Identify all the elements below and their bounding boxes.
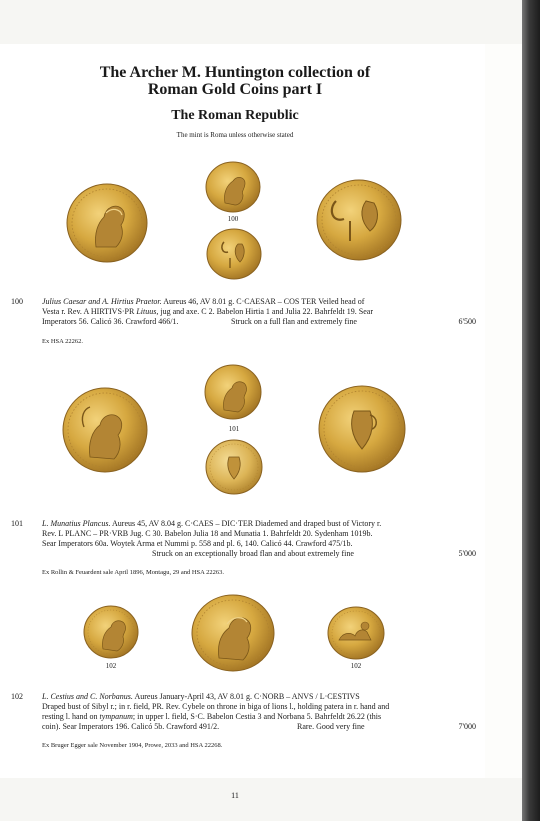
- lot-names: L. Cestius and C. Norbanus.: [42, 692, 133, 701]
- lot-text: resting l. hand on: [42, 712, 100, 721]
- lot-text-italic: tympanum: [99, 712, 133, 721]
- lot-text-italic: Lituus: [136, 307, 157, 316]
- lot-number-101: 101: [11, 519, 23, 528]
- lot-description-102: [42, 692, 482, 732]
- lot-text: , jug and axe. C 2. Babelon Hirtia 1 and Julia 22. Bahrfeldt 19. Sear: [156, 307, 373, 316]
- lot-text: Imperators 56. Calicó 36. Crawford 466/1.: [42, 317, 179, 326]
- lot-names: L. Munatius Plancus.: [42, 519, 111, 528]
- lot-price: 6'500: [458, 317, 476, 326]
- lot-names: Julius Caesar and A. Hirtius Praetor.: [42, 297, 162, 306]
- lot-price: 7'000: [458, 722, 476, 731]
- coin-cybele-biga-icon: [327, 606, 385, 660]
- coin-reverse-large-icon: [316, 179, 402, 261]
- top-margin: [0, 0, 522, 44]
- coin-obverse-veiled-head-icon: [66, 183, 148, 263]
- coin-victory-bust-icon: [62, 387, 148, 473]
- lot-description-100: [42, 297, 482, 327]
- lot-text: Vesta r. Rev. A HIRTIVS·PR: [42, 307, 137, 316]
- lot-provenance-102: Ex Bruger Egger sale November 1904, Prowe, 2033 and HSA 22268.: [42, 742, 223, 749]
- coin-label-102a: 102: [105, 662, 117, 670]
- coin-sibyl-bust-large-icon: [191, 594, 275, 672]
- coin-jug-icon: [205, 439, 263, 495]
- coin-jug-large-icon: [318, 385, 406, 473]
- page-number: 11: [231, 791, 239, 800]
- lot-condition: Struck on an exceptionally broad flan and about extremely fine: [152, 549, 354, 558]
- lot-number-102: 102: [11, 692, 23, 701]
- lot-text: Aureus 45, AV 8.04 g. C·CAES – DIC·TER Diademed and draped bust of Victory r.: [110, 519, 382, 528]
- coin-label-101: 101: [228, 425, 240, 433]
- lot-price: 5'000: [458, 549, 476, 558]
- lot-text: Aureus 46, AV 8.01 g. C·CAESAR – COS TER Veiled head of: [161, 297, 365, 306]
- lot-condition: Struck on a full flan and extremely fine: [231, 317, 357, 326]
- lot-description-101: [42, 519, 482, 559]
- lot-provenance-100: Ex HSA 22262.: [42, 338, 83, 345]
- coin-victory-bust-small-icon: [204, 364, 262, 420]
- mint-note: The mint is Roma unless otherwise stated: [176, 131, 294, 139]
- lot-text: Aureus January-April 43, AV 8.01 g. C·NORB – ANVS / L·CESTIVS: [132, 692, 360, 701]
- section-heading: The Roman Republic: [171, 108, 299, 123]
- lot-provenance-101: Ex Rollin & Feuardent sale April 1896, Montagu, 29 and HSA 22263.: [42, 569, 224, 576]
- lot-text: ; in upper l. field, S·C. Babelon Cestia 3 and Norbana 5. Bahrfeldt 26.22 (this: [132, 712, 382, 721]
- page-edge-shadow: [522, 0, 540, 821]
- coin-label-100: 100: [227, 215, 239, 223]
- page-title: The Archer M. Huntington collection of Roman Gold Coins part I: [99, 64, 371, 98]
- coin-obverse-small-icon: [205, 161, 261, 213]
- lot-number-100: 100: [11, 297, 23, 306]
- coin-sibyl-bust-icon: [83, 605, 139, 659]
- lot-text: Rev. L PLANC – PR·VRB Jug. C 30. Babelon Julia 18 and Munatia 1. Bahrfeldt 20. Sydenham 1019b.: [42, 529, 373, 538]
- lot-condition: Rare. Good very fine: [297, 722, 365, 731]
- lot-text: coin). Sear Imperators 196. Calicó 5b. Crawford 491/2.: [42, 722, 220, 731]
- coin-reverse-jug-axe-icon: [206, 228, 262, 280]
- lot-text: Draped bust of Sibyl r.; in r. field, PR. Rev. Cybele on throne in biga of lions l., holding patera in r. hand and: [42, 702, 390, 711]
- lot-text: Sear Imperators 60a. Woytek Arma et Nummi p. 558 and pl. 6, 140. Calicó 44. Crawford 475/1b.: [42, 539, 353, 548]
- coin-label-102b: 102: [350, 662, 362, 670]
